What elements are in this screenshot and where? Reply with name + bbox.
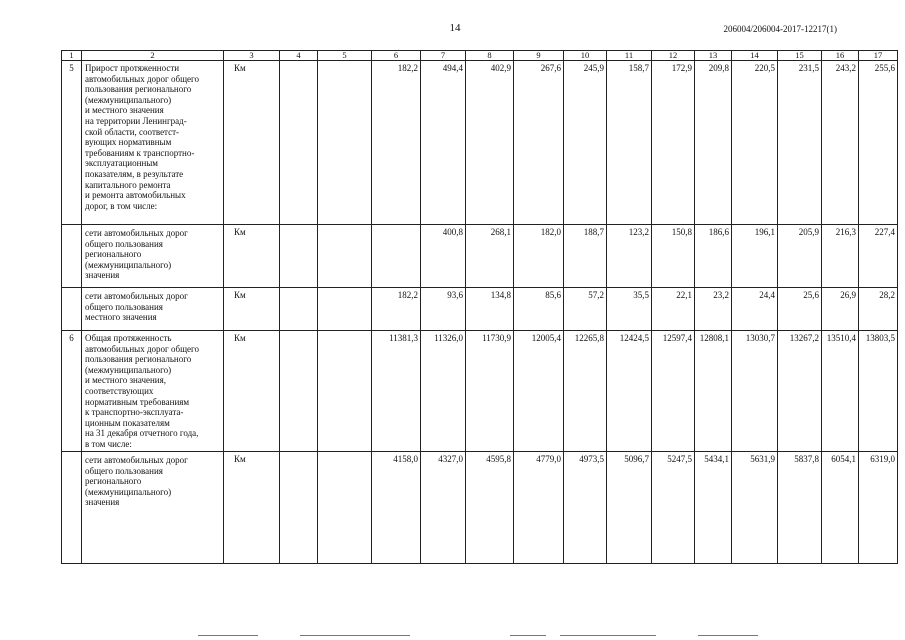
- value-cell: [372, 225, 421, 288]
- row-description: [82, 61, 224, 225]
- row-description: [82, 452, 224, 564]
- value-cell: 13803,5: [859, 331, 898, 452]
- value-cell: 93,6: [421, 288, 466, 331]
- column-number: 4: [280, 51, 318, 61]
- value-cell: 11730,9: [466, 331, 514, 452]
- description-line: общего пользования: [85, 238, 163, 249]
- footer-rule-fragments: [0, 632, 905, 640]
- empty-cell: [280, 225, 318, 288]
- description-line: эксплуатационным: [85, 158, 159, 169]
- column-number: 6: [372, 51, 421, 61]
- description-line: к транспортно-эксплуата-: [85, 407, 184, 418]
- description-line: значения: [85, 270, 120, 281]
- description-line: Общая протяженность: [85, 333, 172, 343]
- value-cell: 182,0: [514, 225, 564, 288]
- unit-cell: Км: [224, 288, 280, 331]
- value-cell: 23,2: [695, 288, 732, 331]
- description-line: (межмуниципального): [85, 486, 172, 497]
- row-number: [62, 452, 82, 564]
- description-line: на территории Ленинград-: [85, 115, 187, 126]
- value-cell: 13030,7: [732, 331, 778, 452]
- column-number: 13: [695, 51, 732, 61]
- description-line: вующих нормативным: [85, 137, 172, 148]
- value-cell: 13267,2: [778, 331, 822, 452]
- description-line: и местного значения: [85, 105, 164, 116]
- description-line: пользования регионального: [85, 84, 192, 95]
- value-cell: 216,3: [822, 225, 859, 288]
- column-number: 3: [224, 51, 280, 61]
- value-cell: 5631,9: [732, 452, 778, 564]
- empty-cell: [280, 452, 318, 564]
- description-line: общего пользования: [85, 301, 163, 312]
- row-number: 6: [62, 331, 82, 452]
- description-line: общего пользования: [85, 465, 163, 476]
- column-number: 1: [62, 51, 82, 61]
- description-line: требованиям к транспортно-: [85, 147, 195, 158]
- description-line: пользования регионального: [85, 354, 192, 365]
- value-cell: 231,5: [778, 61, 822, 225]
- description-line: автомобильных дорог общего: [85, 73, 199, 84]
- empty-cell: [280, 61, 318, 225]
- column-number: 15: [778, 51, 822, 61]
- description-line: местного значения: [85, 312, 157, 323]
- column-number: 7: [421, 51, 466, 61]
- description-line: на 31 декабря отчетного года,: [85, 428, 199, 439]
- empty-cell: [318, 331, 372, 452]
- value-cell: 227,4: [859, 225, 898, 288]
- value-cell: 186,6: [695, 225, 732, 288]
- description-line: (межмуниципального): [85, 259, 172, 270]
- column-number: 11: [607, 51, 652, 61]
- value-cell: 158,7: [607, 61, 652, 225]
- value-cell: 57,2: [564, 288, 607, 331]
- description-line: показателям, в результате: [85, 168, 184, 179]
- description-line: в том числе:: [85, 438, 132, 449]
- unit-cell: Км: [224, 225, 280, 288]
- value-cell: 134,8: [466, 288, 514, 331]
- column-number: 16: [822, 51, 859, 61]
- value-cell: 24,4: [732, 288, 778, 331]
- value-cell: 28,2: [859, 288, 898, 331]
- value-cell: 220,5: [732, 61, 778, 225]
- value-cell: 182,2: [372, 288, 421, 331]
- value-cell: 268,1: [466, 225, 514, 288]
- row-description: [82, 225, 224, 288]
- column-number: 17: [859, 51, 898, 61]
- value-cell: 123,2: [607, 225, 652, 288]
- description-line: нормативным требованиям: [85, 396, 190, 407]
- description-line: (межмуниципального): [85, 94, 172, 105]
- value-cell: 5837,8: [778, 452, 822, 564]
- column-number: 2: [82, 51, 224, 61]
- description-line: сети автомобильных дорог: [85, 291, 188, 301]
- value-cell: 172,9: [652, 61, 695, 225]
- value-cell: 12424,5: [607, 331, 652, 452]
- value-cell: 12808,1: [695, 331, 732, 452]
- description-line: автомобильных дорог общего: [85, 343, 199, 354]
- value-cell: 11381,3: [372, 331, 421, 452]
- description-line: ской области, соответст-: [85, 126, 180, 137]
- description-line: капитального ремонта: [85, 179, 171, 190]
- description-line: дорог, в том числе:: [85, 200, 158, 211]
- description-line: соответствующих: [85, 385, 154, 396]
- description-line: и местного значения,: [85, 375, 166, 386]
- value-cell: 35,5: [607, 288, 652, 331]
- table-row: [62, 452, 898, 564]
- row-description: [82, 288, 224, 331]
- value-cell: 5096,7: [607, 452, 652, 564]
- value-cell: 182,2: [372, 61, 421, 225]
- column-number: 8: [466, 51, 514, 61]
- value-cell: 205,9: [778, 225, 822, 288]
- column-number: 5: [318, 51, 372, 61]
- value-cell: 6319,0: [859, 452, 898, 564]
- value-cell: 209,8: [695, 61, 732, 225]
- description-line: регионального: [85, 249, 142, 260]
- description-line: значения: [85, 497, 120, 508]
- value-cell: 494,4: [421, 61, 466, 225]
- empty-cell: [280, 288, 318, 331]
- description-line: Прирост протяженности: [85, 63, 180, 73]
- document-id: 206004/206004-2017-12217(1): [723, 24, 837, 34]
- value-cell: 400,8: [421, 225, 466, 288]
- table-row: [62, 331, 898, 452]
- description-line: сети автомобильных дорог: [85, 455, 188, 465]
- value-cell: 5434,1: [695, 452, 732, 564]
- value-cell: 25,6: [778, 288, 822, 331]
- column-number: 12: [652, 51, 695, 61]
- value-cell: 402,9: [466, 61, 514, 225]
- empty-cell: [318, 61, 372, 225]
- unit-cell: Км: [224, 331, 280, 452]
- empty-cell: [318, 225, 372, 288]
- value-cell: 6054,1: [822, 452, 859, 564]
- value-cell: 150,8: [652, 225, 695, 288]
- value-cell: 85,6: [514, 288, 564, 331]
- description-line: регионального: [85, 476, 142, 487]
- value-cell: 11326,0: [421, 331, 466, 452]
- table-row: [62, 225, 898, 288]
- value-cell: 4158,0: [372, 452, 421, 564]
- row-description: [82, 331, 224, 452]
- empty-cell: [318, 452, 372, 564]
- value-cell: 243,2: [822, 61, 859, 225]
- value-cell: 4779,0: [514, 452, 564, 564]
- table-row: [62, 61, 898, 225]
- value-cell: 22,1: [652, 288, 695, 331]
- row-number: [62, 288, 82, 331]
- value-cell: 196,1: [732, 225, 778, 288]
- row-number: 5: [62, 61, 82, 225]
- unit-cell: Км: [224, 61, 280, 225]
- value-cell: 26,9: [822, 288, 859, 331]
- page-number: 14: [449, 22, 461, 34]
- value-cell: 4973,5: [564, 452, 607, 564]
- row-number: [62, 225, 82, 288]
- column-number: 9: [514, 51, 564, 61]
- indicators-table: [61, 50, 898, 564]
- description-line: сети автомобильных дорог: [85, 228, 188, 238]
- value-cell: 12005,4: [514, 331, 564, 452]
- column-number: 10: [564, 51, 607, 61]
- value-cell: 255,6: [859, 61, 898, 225]
- value-cell: 5247,5: [652, 452, 695, 564]
- value-cell: 12265,8: [564, 331, 607, 452]
- value-cell: 4327,0: [421, 452, 466, 564]
- empty-cell: [318, 288, 372, 331]
- value-cell: 12597,4: [652, 331, 695, 452]
- empty-cell: [280, 331, 318, 452]
- value-cell: 13510,4: [822, 331, 859, 452]
- value-cell: 267,6: [514, 61, 564, 225]
- description-line: (межмуниципального): [85, 364, 172, 375]
- value-cell: 245,9: [564, 61, 607, 225]
- value-cell: 4595,8: [466, 452, 514, 564]
- value-cell: 188,7: [564, 225, 607, 288]
- unit-cell: Км: [224, 452, 280, 564]
- column-number: 14: [732, 51, 778, 61]
- table-row: [62, 288, 898, 331]
- column-number-row: [62, 51, 898, 61]
- description-line: ционным показателям: [85, 417, 170, 428]
- description-line: и ремонта автомобильных: [85, 190, 186, 201]
